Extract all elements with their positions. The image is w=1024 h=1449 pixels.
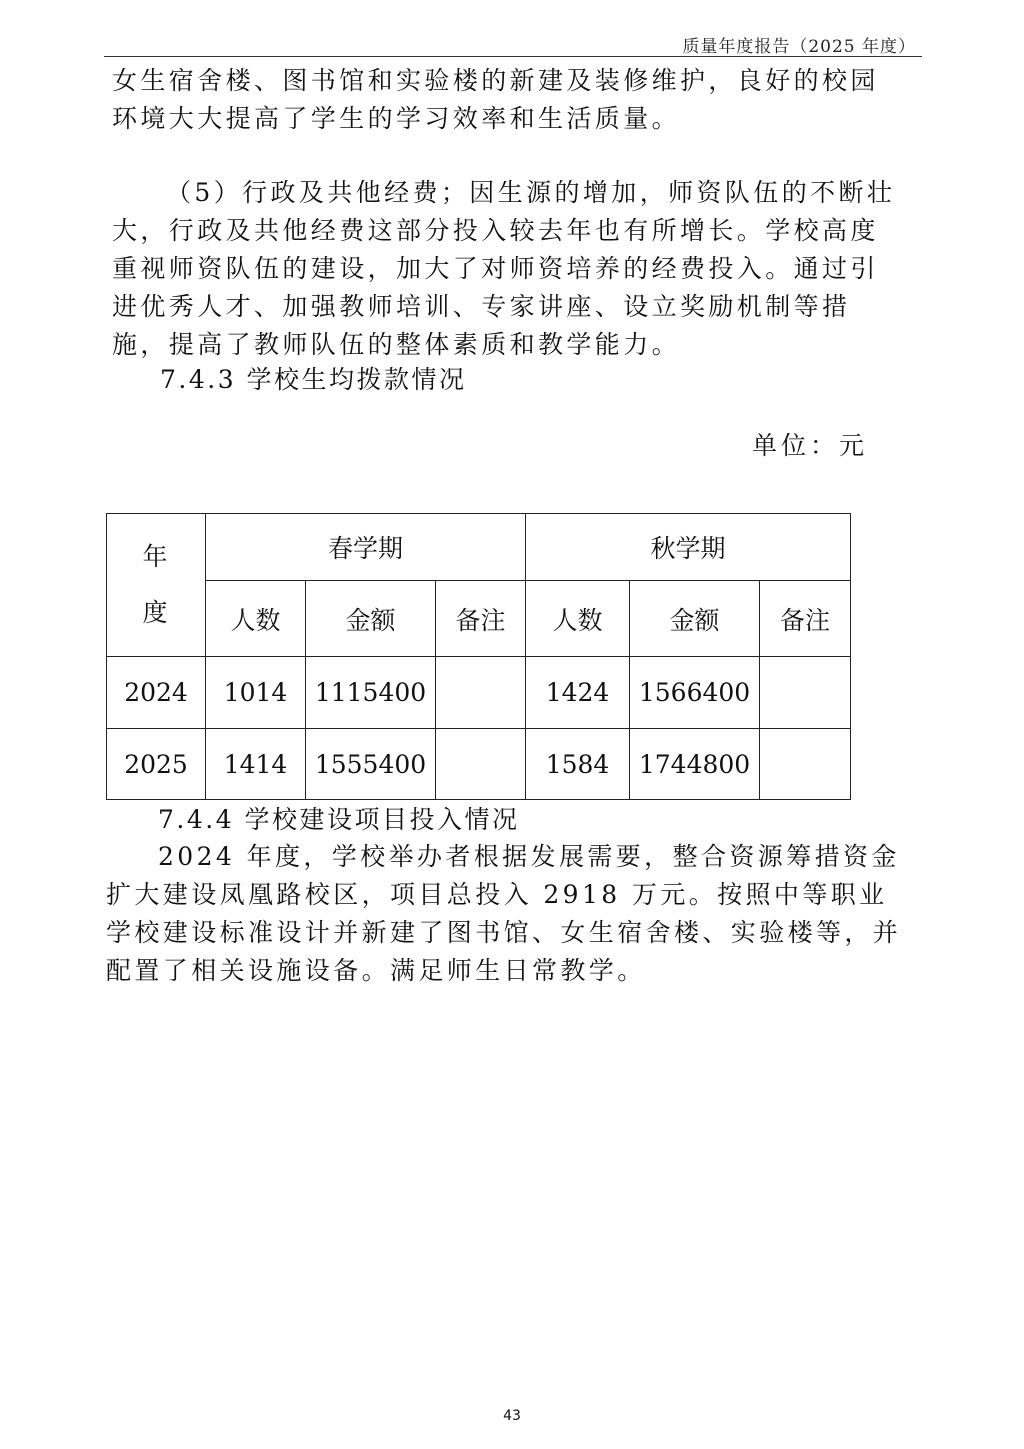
autumn-semester-header: 秋学期 xyxy=(526,514,851,581)
table-row xyxy=(107,657,851,729)
spring-amount-cell: 1115400 xyxy=(306,657,436,729)
autumn-note-cell xyxy=(760,657,851,729)
year-header-cell xyxy=(107,514,206,657)
spring-note-header: 备注 xyxy=(436,581,526,657)
table-subheader-row xyxy=(107,581,851,657)
autumn-people-cell: 1424 xyxy=(526,657,630,729)
spring-note-cell xyxy=(436,729,526,800)
paragraph-admin-expenses: （5）行政及共他经费；因生源的增加，师资队伍的不断壮大，行政及共他经费这部分投入较去年也有所增长。学校高度重视师资队伍的建设，加大了对师资培养的经费投入。通过引进优秀人才、加强教师培训、专家讲座、设立奖励机制等措施，提高了教师队伍的整体素质和教学能力。 xyxy=(112,178,896,359)
header-rule xyxy=(104,56,922,57)
spring-people-cell: 1414 xyxy=(206,729,306,800)
autumn-amount-header: 金额 xyxy=(630,581,760,657)
spring-people-header: 人数 xyxy=(206,581,306,657)
autumn-amount-cell: 1566400 xyxy=(630,657,760,729)
report-header-title: 质量年度报告（2025 年度） xyxy=(682,37,916,57)
unit-label: 单位：元 xyxy=(752,431,869,460)
table-row xyxy=(107,729,851,800)
spring-amount-cell: 1555400 xyxy=(306,729,436,800)
year-header-top: 年 xyxy=(142,542,170,571)
autumn-note-cell xyxy=(760,729,851,800)
autumn-amount-cell: 1744800 xyxy=(630,729,760,800)
spring-amount-header: 金额 xyxy=(306,581,436,657)
paragraph-campus-environment: 女生宿舍楼、图书馆和实验楼的新建及装修维护，良好的校园环境大大提高了学生的学习效率和生活质量。 xyxy=(112,66,879,133)
page-number: 43 xyxy=(503,1408,521,1424)
heading-per-student-allocation: 7.4.3 学校生均拨款情况 xyxy=(160,365,467,394)
year-cell: 2024 xyxy=(107,657,206,729)
per-student-allocation-table xyxy=(106,513,851,800)
autumn-note-header: 备注 xyxy=(760,581,851,657)
year-header-bottom: 度 xyxy=(142,598,170,627)
autumn-people-header: 人数 xyxy=(526,581,630,657)
heading-construction-investment: 7.4.4 学校建设项目投入情况 xyxy=(158,805,520,834)
year-cell: 2025 xyxy=(107,729,206,800)
autumn-people-cell: 1584 xyxy=(526,729,630,800)
spring-people-cell: 1014 xyxy=(206,657,306,729)
table-header-row xyxy=(107,514,851,581)
spring-semester-header: 春学期 xyxy=(206,514,526,581)
paragraph-construction-investment: 2024 年度，学校举办者根据发展需要，整合资源筹措资金扩大建设凤凰路校区，项目总投入 2918 万元。按照中等职业学校建设标准设计并新建了图书馆、女生宿舍楼、实验楼等，并配置了相关设施设备。满足师生日常教学。 xyxy=(106,842,902,985)
spring-note-cell xyxy=(436,657,526,729)
